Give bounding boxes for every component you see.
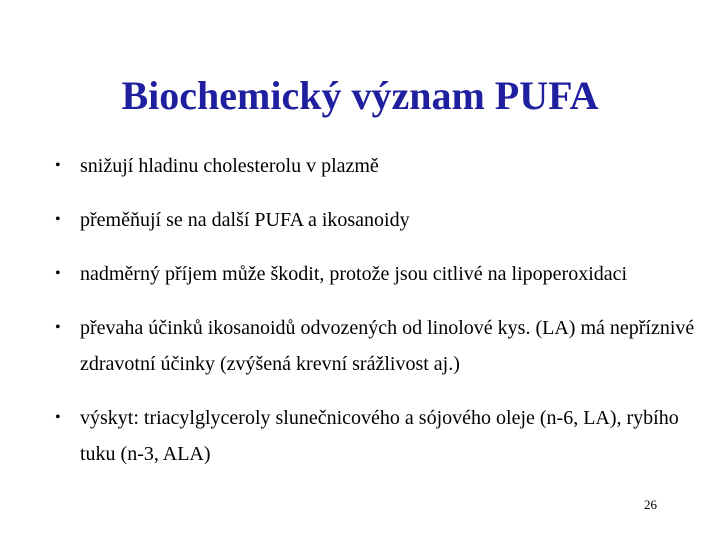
bullet-text: převaha účinků ikosanoidů odvozených od linolové kys. (LA) má nepříznivé zdravotní účinky (zvýšená krevní srážlivost aj.) [80,317,695,375]
bullet-symbol: • [55,157,61,174]
bullet-text: nadměrný příjem může škodit, protože jsou citlivé na lipoperoxidaci [80,263,628,285]
bullet-symbol: • [55,409,61,426]
bullet-symbol: • [55,211,61,228]
bullet-item [55,310,695,382]
bullet-item [55,202,695,238]
bullet-symbol: • [55,319,61,336]
slide-title: Biochemický význam PUFA [121,73,599,118]
bullet-symbol: • [55,265,61,282]
bullet-list [55,148,695,490]
page-number: 26 [644,497,657,512]
bullet-text: snižují hladinu cholesterolu v plazmě [80,155,379,177]
bullet-text: výskyt: triacylglyceroly slunečnicového a sójového oleje (n-6, LA), rybího tuku (n-3, ALA) [80,407,679,465]
bullet-item [55,400,695,472]
bullet-text: přeměňují se na další PUFA a ikosanoidy [80,209,410,231]
bullet-item [55,256,695,292]
bullet-item [55,148,695,184]
